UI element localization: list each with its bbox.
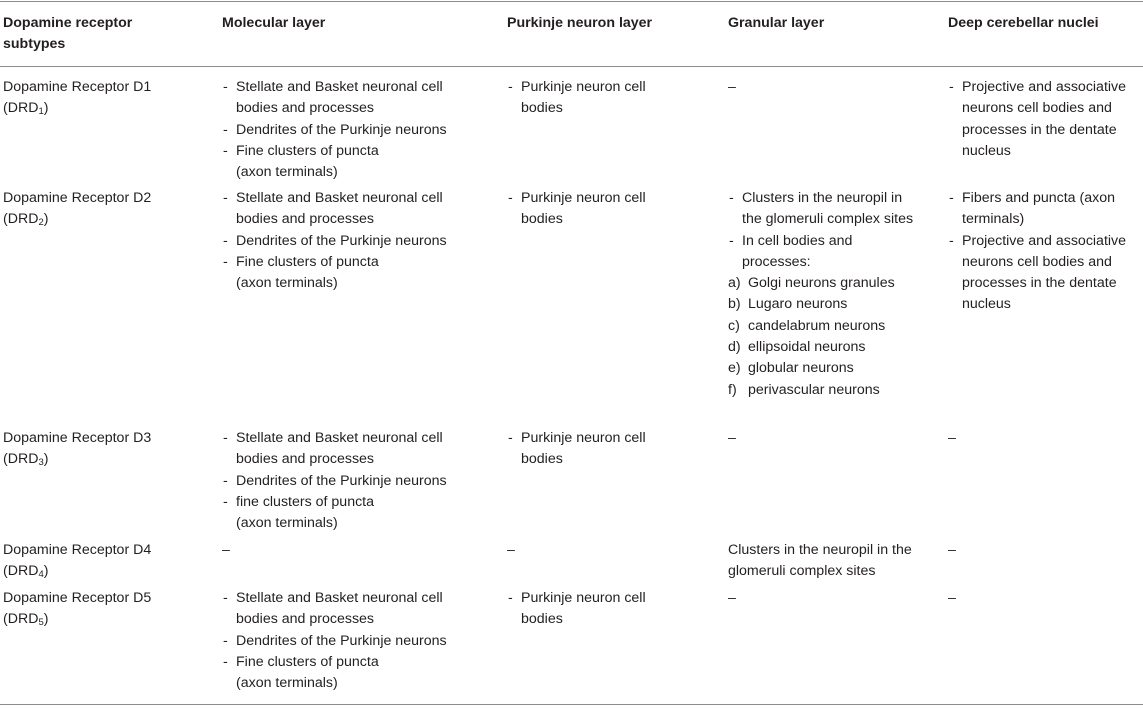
row-d3-purkinje [507,428,647,471]
row-d2-purkinje [507,188,647,231]
list-item: - Projective and associative neurons cell bodies and processes in the dentate nucleus [948,231,1143,316]
list-item: - Stellate and Basket neuronal cell bodies and processes [222,588,472,631]
row-d5-subtype [3,588,203,631]
subtype-name: Dopamine Receptor D1 [3,79,152,95]
row-d1-molecular [222,77,472,183]
list-item: d) ellipsoidal neurons [728,339,866,356]
list-item: f) perivascular neurons [728,381,880,398]
table-bottom-rule [0,704,1143,705]
list-item: - Projective and associative neurons cell bodies and processes in the dentate nucleus [948,77,1143,162]
row-d4-purkinje: – [507,542,515,558]
row-d1-purkinje [507,77,647,120]
subtype-abbr: $(DRD_1)$ [3,100,49,118]
subtype-name: Dopamine Receptor D3 [3,430,152,446]
subtype-abbr: $(DRD_3)$ [3,451,49,469]
subtype-name: Dopamine Receptor D5 [3,590,152,606]
row-d2-granular [728,188,928,401]
list-item: - Dendrites of the Purkinje neurons [222,471,472,492]
subtype-name: Dopamine Receptor D2 [3,190,152,206]
row-d2-deep [948,188,1143,316]
list-item: - Fine clusters of puncta (axon terminals) [222,652,396,695]
list-item: c) candelabrum neurons [728,317,886,334]
subtype-name: Dopamine Receptor D4 [3,542,152,558]
subtype-abbr: $(DRD_5)$ [3,611,49,629]
row-d1-subtype [3,77,203,120]
row-d4-subtype [3,540,203,583]
row-d4-granular: Clusters in the neuropil in the glomeruli complex sites [728,542,912,580]
list-item: - fine clusters of puncta (axon terminals) [222,492,396,535]
list-item: - Fine clusters of puncta (axon terminals) [222,141,396,184]
row-d3-granular: – [728,430,736,446]
row-d1-granular: – [728,79,736,95]
header-rule [0,66,1143,67]
row-d1-deep [948,77,1143,162]
list-item: - Dendrites of the Purkinje neurons [222,631,472,652]
table-top-rule [0,1,1143,2]
list-item: b) Lugaro neurons [728,296,848,313]
header-purkinje: Purkinje neuron layer [507,15,653,31]
list-item: - Purkinje neuron cell bodies [507,188,647,231]
list-item: - Stellate and Basket neuronal cell bodies and processes [222,428,472,471]
list-item: a) Golgi neurons granules [728,275,895,292]
row-d5-deep: – [948,590,956,606]
list-item: - Stellate and Basket neuronal cell bodies and processes [222,188,472,231]
row-d3-deep: – [948,430,956,446]
list-item: - Purkinje neuron cell bodies [507,77,647,120]
list-item: - Stellate and Basket neuronal cell bodies and processes [222,77,472,120]
granular-sublist [728,273,928,401]
list-item: - Dendrites of the Purkinje neurons [222,231,472,252]
row-d4-deep: – [948,542,956,558]
list-item: - Purkinje neuron cell bodies [507,428,647,471]
row-d4-molecular: – [222,542,230,558]
list-item: - Dendrites of the Purkinje neurons [222,120,472,141]
row-d5-purkinje [507,588,647,631]
header-deep-nuclei: Deep cerebellar nuclei [948,15,1099,31]
granular-bullets [728,188,928,273]
row-d3-molecular [222,428,472,534]
list-item: - In cell bodies and processes: [728,231,872,274]
header-granular: Granular layer [728,15,825,31]
row-d5-granular: – [728,590,736,606]
row-d2-molecular [222,188,472,294]
subtype-abbr: $(DRD_2)$ [3,211,49,229]
list-item: - Fibers and puncta (axon terminals) [948,188,1143,231]
list-item: - Purkinje neuron cell bodies [507,588,647,631]
list-item: - Fine clusters of puncta (axon terminals) [222,252,396,295]
subtype-abbr: $(DRD_4)$ [3,563,49,581]
header-molecular: Molecular layer [222,15,326,31]
row-d5-molecular [222,588,472,694]
list-item: - Clusters in the neuropil in the glomeruli complex sites [728,188,922,231]
row-d2-subtype [3,188,203,231]
list-item: e) globular neurons [728,360,854,377]
row-d3-subtype [3,428,203,471]
header-subtypes: Dopamine receptor subtypes [3,15,133,52]
